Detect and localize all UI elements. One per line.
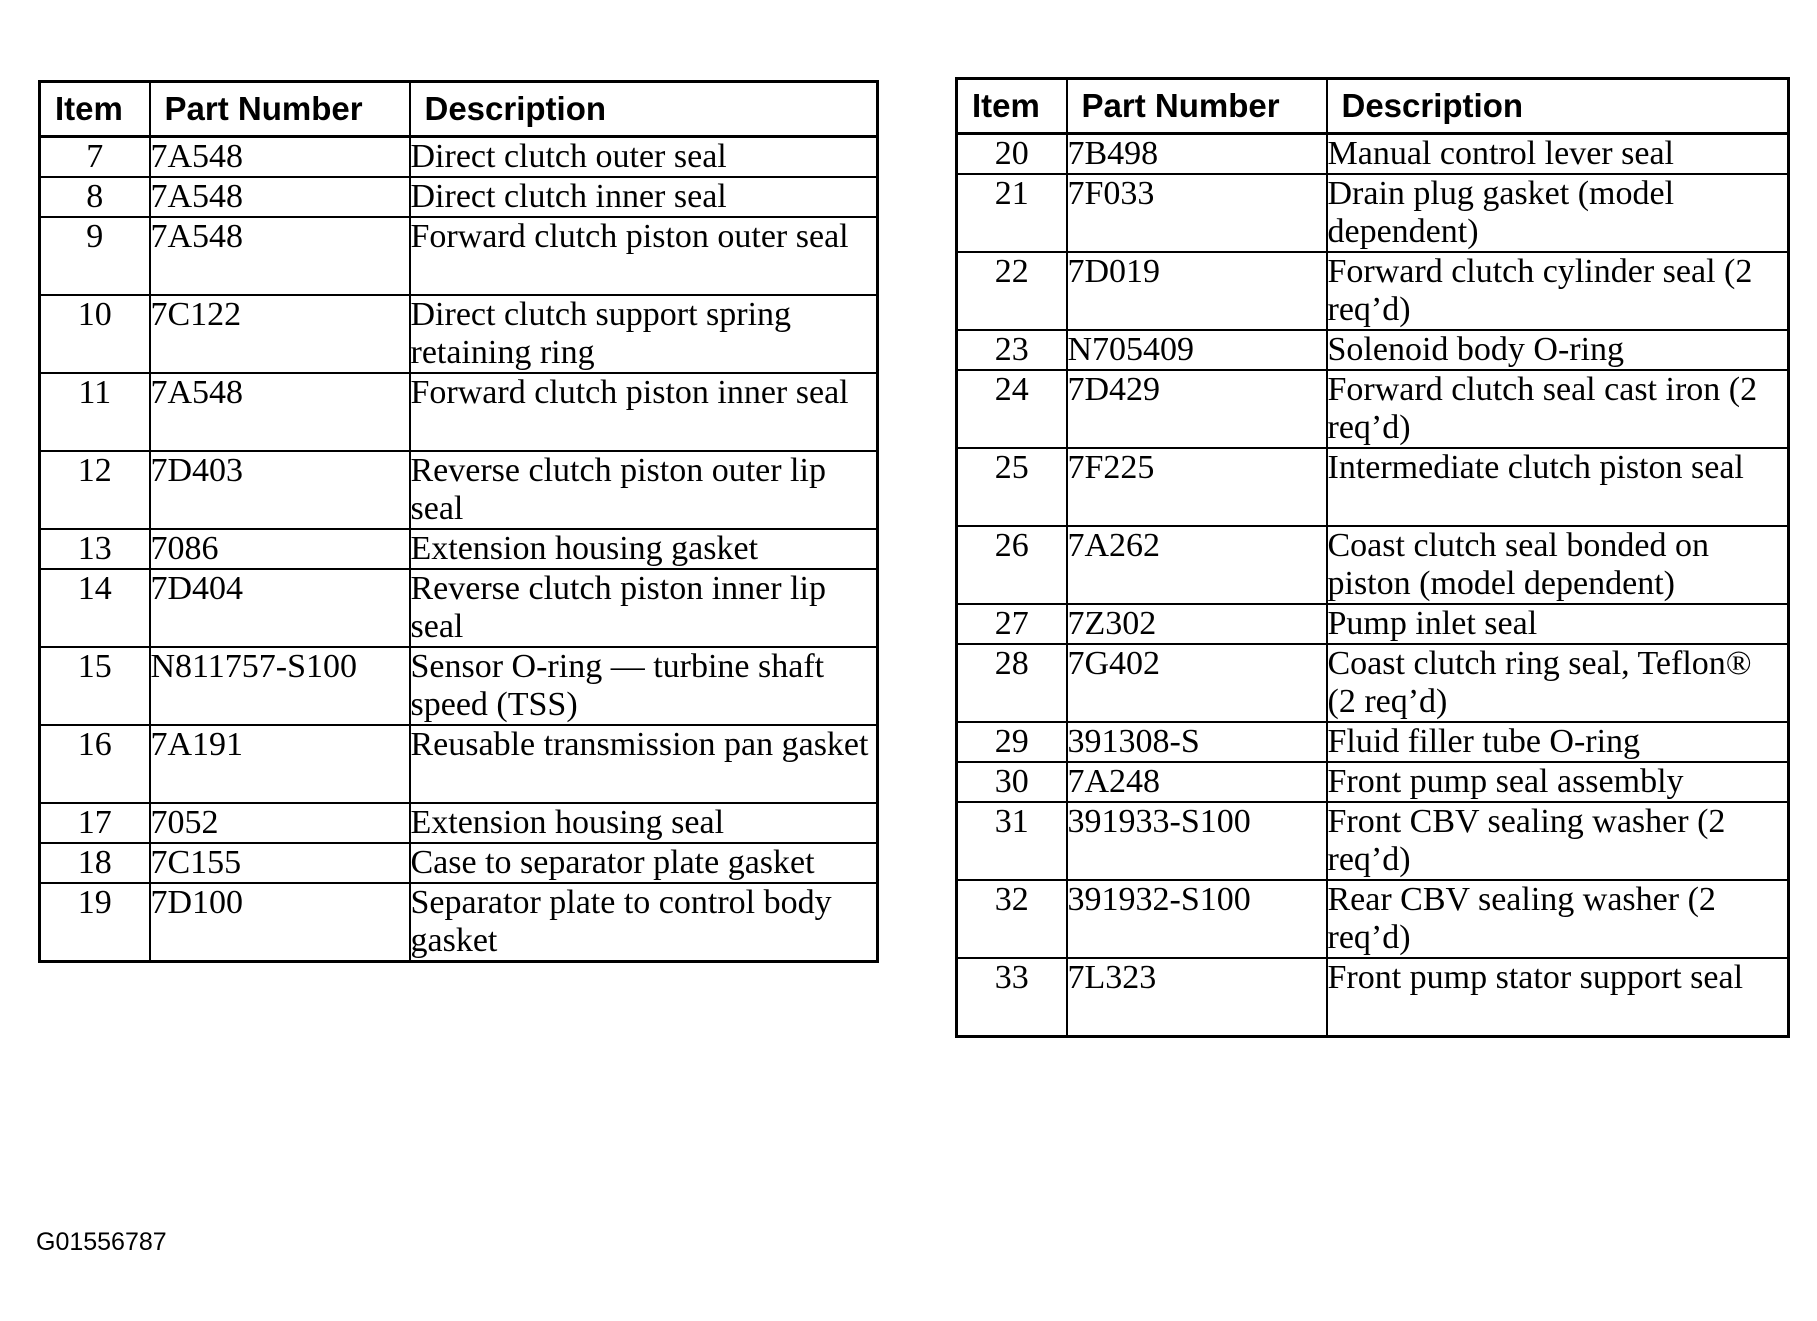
part-number-cell: 7D404 xyxy=(150,569,410,647)
description-cell: Direct clutch inner seal xyxy=(410,177,878,217)
part-number-cell: 7D100 xyxy=(150,883,410,962)
part-number-cell: 7C155 xyxy=(150,843,410,883)
part-number-cell: 7052 xyxy=(150,803,410,843)
item-cell: 21 xyxy=(957,174,1067,252)
table-row xyxy=(40,569,878,647)
part-number-column-header: Part Number xyxy=(1067,79,1327,134)
description-cell: Forward clutch piston outer seal xyxy=(410,217,878,295)
item-cell: 25 xyxy=(957,448,1067,526)
part-number-cell: 7G402 xyxy=(1067,644,1327,722)
item-cell: 18 xyxy=(40,843,150,883)
item-cell: 29 xyxy=(957,722,1067,762)
table-row xyxy=(40,137,878,178)
item-cell: 32 xyxy=(957,880,1067,958)
part-number-cell: 7F225 xyxy=(1067,448,1327,526)
part-number-cell: 7D403 xyxy=(150,451,410,529)
part-number-cell: 7086 xyxy=(150,529,410,569)
part-number-cell: 7A191 xyxy=(150,725,410,803)
description-cell: Forward clutch seal cast iron (2 req’d) xyxy=(1327,370,1789,448)
part-number-cell: N811757-S100 xyxy=(150,647,410,725)
item-cell: 14 xyxy=(40,569,150,647)
description-cell: Pump inlet seal xyxy=(1327,604,1789,644)
part-number-cell: 7A548 xyxy=(150,177,410,217)
table-row xyxy=(957,448,1789,526)
table-row xyxy=(40,803,878,843)
item-cell: 9 xyxy=(40,217,150,295)
part-number-cell: 7A548 xyxy=(150,137,410,178)
part-number-cell: 7C122 xyxy=(150,295,410,373)
part-number-cell: 7F033 xyxy=(1067,174,1327,252)
item-cell: 28 xyxy=(957,644,1067,722)
item-cell: 12 xyxy=(40,451,150,529)
table-row xyxy=(957,958,1789,1037)
part-number-cell: 7B498 xyxy=(1067,134,1327,175)
description-cell: Separator plate to control body gasket xyxy=(410,883,878,962)
description-cell: Drain plug gasket (model dependent) xyxy=(1327,174,1789,252)
item-cell: 24 xyxy=(957,370,1067,448)
description-cell: Solenoid body O-ring xyxy=(1327,330,1789,370)
table-row xyxy=(957,722,1789,762)
part-number-cell: 7L323 xyxy=(1067,958,1327,1037)
item-cell: 11 xyxy=(40,373,150,451)
item-cell: 19 xyxy=(40,883,150,962)
table-row xyxy=(957,174,1789,252)
part-number-cell: 7D429 xyxy=(1067,370,1327,448)
item-cell: 7 xyxy=(40,137,150,178)
table-header-row xyxy=(40,82,878,137)
table-header-row xyxy=(957,79,1789,134)
description-cell: Intermediate clutch piston seal xyxy=(1327,448,1789,526)
item-cell: 15 xyxy=(40,647,150,725)
item-column-header: Item xyxy=(40,82,150,137)
part-number-cell: 7A548 xyxy=(150,217,410,295)
table-row xyxy=(40,177,878,217)
description-cell: Front pump seal assembly xyxy=(1327,762,1789,802)
item-cell: 10 xyxy=(40,295,150,373)
description-cell: Manual control lever seal xyxy=(1327,134,1789,175)
item-cell: 30 xyxy=(957,762,1067,802)
description-cell: Extension housing seal xyxy=(410,803,878,843)
description-cell: Reverse clutch piston outer lip seal xyxy=(410,451,878,529)
description-cell: Direct clutch support spring retaining ring xyxy=(410,295,878,373)
item-cell: 31 xyxy=(957,802,1067,880)
description-cell: Forward clutch cylinder seal (2 req’d) xyxy=(1327,252,1789,330)
item-column-header: Item xyxy=(957,79,1067,134)
part-number-cell: 391932-S100 xyxy=(1067,880,1327,958)
parts-table-left xyxy=(38,80,879,963)
table-row xyxy=(957,252,1789,330)
description-cell: Front pump stator support seal xyxy=(1327,958,1789,1037)
description-cell: Case to separator plate gasket xyxy=(410,843,878,883)
item-cell: 8 xyxy=(40,177,150,217)
part-number-column-header: Part Number xyxy=(150,82,410,137)
table-row xyxy=(957,880,1789,958)
description-cell: Reverse clutch piston inner lip seal xyxy=(410,569,878,647)
description-cell: Coast clutch ring seal, Teflon® (2 req’d) xyxy=(1327,644,1789,722)
table-row xyxy=(957,762,1789,802)
table-row xyxy=(957,370,1789,448)
table-row xyxy=(40,373,878,451)
table-row xyxy=(40,883,878,962)
description-cell: Coast clutch seal bonded on piston (model dependent) xyxy=(1327,526,1789,604)
description-cell: Direct clutch outer seal xyxy=(410,137,878,178)
table-row xyxy=(957,604,1789,644)
item-cell: 17 xyxy=(40,803,150,843)
table-row xyxy=(40,217,878,295)
part-number-cell: 7A248 xyxy=(1067,762,1327,802)
table-row xyxy=(40,529,878,569)
table-row xyxy=(40,647,878,725)
item-cell: 22 xyxy=(957,252,1067,330)
item-cell: 20 xyxy=(957,134,1067,175)
description-cell: Sensor O-ring — turbine shaft speed (TSS) xyxy=(410,647,878,725)
part-number-cell: 7A548 xyxy=(150,373,410,451)
table-row xyxy=(957,134,1789,175)
table-row xyxy=(957,330,1789,370)
part-number-cell: N705409 xyxy=(1067,330,1327,370)
part-number-cell: 391933-S100 xyxy=(1067,802,1327,880)
description-column-header: Description xyxy=(1327,79,1789,134)
table-row xyxy=(957,802,1789,880)
description-cell: Reusable transmission pan gasket xyxy=(410,725,878,803)
parts-table-right xyxy=(955,77,1790,1038)
part-number-cell: 7A262 xyxy=(1067,526,1327,604)
description-cell: Fluid filler tube O-ring xyxy=(1327,722,1789,762)
description-cell: Rear CBV sealing washer (2 req’d) xyxy=(1327,880,1789,958)
table-row xyxy=(40,843,878,883)
figure-id-label: G01556787 xyxy=(36,1228,167,1256)
description-column-header: Description xyxy=(410,82,878,137)
description-cell: Extension housing gasket xyxy=(410,529,878,569)
item-cell: 27 xyxy=(957,604,1067,644)
part-number-cell: 391308-S xyxy=(1067,722,1327,762)
description-cell: Forward clutch piston inner seal xyxy=(410,373,878,451)
item-cell: 33 xyxy=(957,958,1067,1037)
item-cell: 16 xyxy=(40,725,150,803)
item-cell: 23 xyxy=(957,330,1067,370)
item-cell: 13 xyxy=(40,529,150,569)
table-row xyxy=(40,725,878,803)
table-row xyxy=(40,451,878,529)
part-number-cell: 7Z302 xyxy=(1067,604,1327,644)
table-row xyxy=(40,295,878,373)
description-cell: Front CBV sealing washer (2 req’d) xyxy=(1327,802,1789,880)
table-row xyxy=(957,526,1789,604)
table-row xyxy=(957,644,1789,722)
part-number-cell: 7D019 xyxy=(1067,252,1327,330)
item-cell: 26 xyxy=(957,526,1067,604)
